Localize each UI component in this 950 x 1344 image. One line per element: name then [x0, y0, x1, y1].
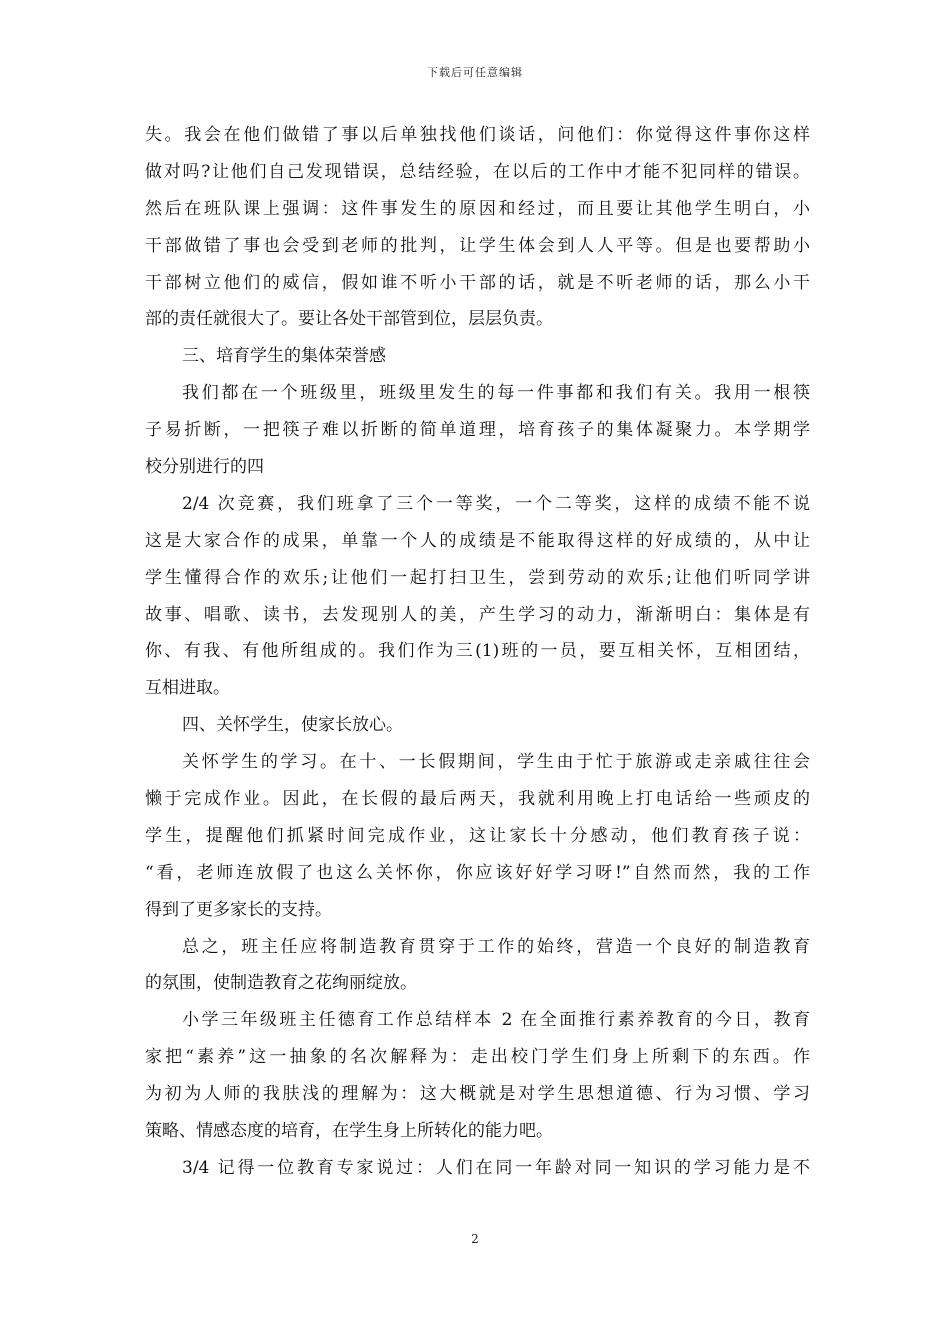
page-number: 2: [471, 1232, 479, 1246]
text-line: 为初为人师的我肤浅的理解为：这大概就是对学生思想道德、行为习惯、学习: [145, 1084, 810, 1105]
text-line: 策略、情感态度的培育，在学生身上所转化的能力吧。: [145, 1121, 553, 1142]
text-line: “看，老师连放假了也这么关怀你，你应该好好学习呀!”自然而然，我的工作: [145, 862, 810, 883]
text-line: 三、培育学生的集体荣誉感: [182, 346, 386, 367]
text-line: 的氛围，使制造教育之花绚丽绽放。: [145, 973, 417, 994]
text-line: 校分别进行的四: [145, 457, 264, 478]
text-line: 小学三年级班主任德育工作总结样本 2 在全面推行素养教育的今日，教育: [182, 1010, 810, 1031]
text-line: 我们都在一个班级里，班级里发生的每一件事都和我们有关。我用一根筷: [182, 383, 810, 404]
body-text: [145, 117, 810, 1187]
text-line: 学生懂得合作的欢乐;让他们一起打扫卫生，尝到劳动的欢乐;让他们听同学讲: [145, 567, 810, 588]
text-line: 干部做错了事也会受到老师的批判，让学生体会到人人平等。但是也要帮助小: [145, 235, 810, 256]
text-line: 关怀学生的学习。在十、一长假期间，学生由于忙于旅游或走亲戚往往会: [182, 752, 810, 773]
text-line: 做对吗?让他们自己发现错误，总结经验，在以后的工作中才能不犯同样的错误。: [145, 161, 810, 182]
text-line: 懒于完成作业。因此，在长假的最后两天，我就利用晚上打电话给一些顽皮的: [145, 789, 810, 810]
text-line: 子易折断，一把筷子难以折断的简单道理，培育孩子的集体凝聚力。本学期学: [145, 420, 810, 441]
text-line: 学生，提醒他们抓紧时间完成作业，这让家长十分感动，他们教育孩子说：: [145, 825, 810, 846]
page-header: 下载后可任意编辑: [427, 66, 523, 79]
text-line: 四、关怀学生，使家长放心。: [182, 715, 403, 736]
text-line: 这是大家合作的成果，单靠一个人的成绩是不能取得这样的好成绩的，从中让: [145, 530, 810, 551]
text-line: 失。我会在他们做错了事以后单独找他们谈话，问他们：你觉得这件事你这样: [145, 125, 810, 145]
text-line: 然后在班队课上强调：这件事发生的原因和经过，而且要让其他学生明白，小: [145, 198, 810, 219]
text-line: 家把“素养”这一抽象的名次解释为：走出校门学生们身上所剩下的东西。作: [145, 1047, 810, 1068]
text-line: 干部树立他们的威信，假如谁不听小干部的话，就是不听老师的话，那么小干: [145, 272, 810, 293]
text-line: 你、有我、有他所组成的。我们作为三(1)班的一员，要互相关怀，互相团结，: [145, 641, 810, 662]
text-line: 3/4 记得一位教育专家说过：人们在同一年龄对同一知识的学习能力是不: [182, 1157, 810, 1178]
text-line: 2/4 次竞赛，我们班拿了三个一等奖，一个二等奖，这样的成绩不能不说: [182, 493, 810, 514]
text-line: 总之，班主任应将制造教育贯穿于工作的始终，营造一个良好的制造教育: [182, 936, 810, 957]
text-line: 互相进取。: [145, 678, 230, 699]
text-line: 得到了更多家长的支持。: [145, 899, 332, 920]
text-line: 部的责任就很大了。要让各处干部管到位，层层负责。: [145, 309, 553, 330]
text-line: 故事、唱歌、读书，去发现别人的美，产生学习的动力，渐渐明白：集体是有: [145, 604, 810, 625]
